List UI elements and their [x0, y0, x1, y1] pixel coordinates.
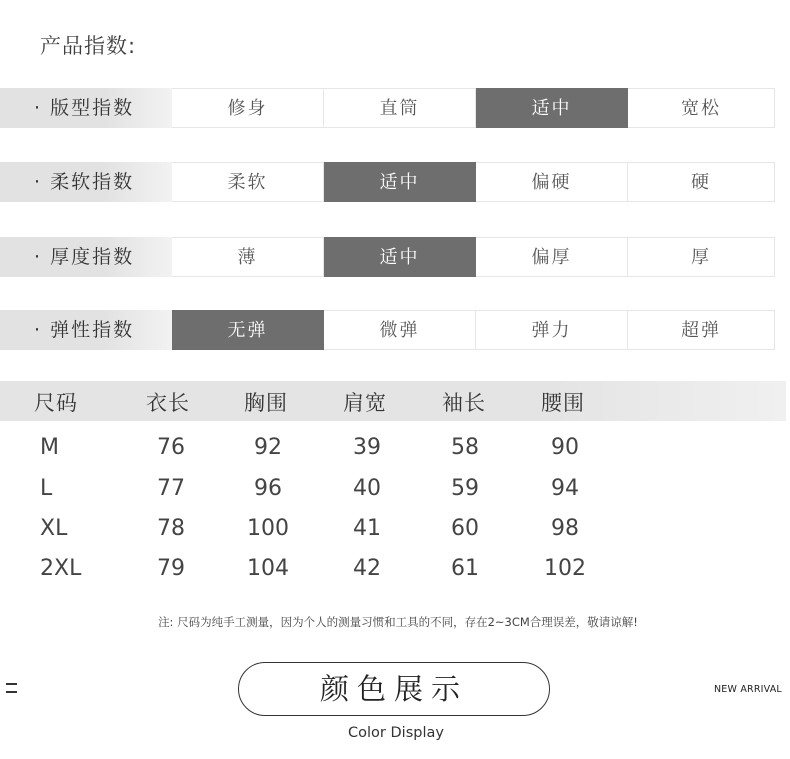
index-label: · 弹性指数	[0, 310, 172, 350]
index-option: 弹力	[476, 310, 628, 350]
new-arrival-text: NEW ARRIVAL	[714, 684, 782, 695]
column-header: 胸围	[244, 391, 288, 415]
index-row-thickness	[0, 237, 775, 277]
table-cell: 59	[451, 476, 479, 501]
table-cell: 41	[353, 516, 381, 541]
column-header: 尺码	[34, 391, 78, 415]
index-option: 硬	[628, 162, 775, 202]
table-cell: XL	[40, 516, 68, 541]
table-cell: 102	[544, 556, 586, 581]
index-label: · 版型指数	[0, 88, 172, 128]
index-option: 偏硬	[476, 162, 628, 202]
measurement-note: 注: 尺码为纯手工测量，因为个人的测量习惯和工具的不同，存在2~3CM合理误差，敬请谅解!	[158, 615, 638, 629]
index-option-selected: 无弹	[172, 310, 324, 350]
table-cell: 96	[254, 476, 282, 501]
table-cell: 98	[551, 516, 579, 541]
index-label: · 厚度指数	[0, 237, 172, 277]
left-mark-icon	[6, 683, 17, 693]
table-row	[0, 556, 786, 596]
table-cell: 79	[157, 556, 185, 581]
table-cell: 78	[157, 516, 185, 541]
table-cell: 104	[247, 556, 289, 581]
index-option: 超弹	[628, 310, 775, 350]
index-row-elasticity	[0, 310, 775, 350]
index-option: 宽松	[628, 88, 775, 128]
table-cell: 90	[551, 435, 579, 460]
table-cell: 58	[451, 435, 479, 460]
table-row	[0, 476, 786, 516]
index-row-softness	[0, 162, 775, 202]
index-option-selected: 适中	[324, 162, 476, 202]
table-cell: M	[40, 435, 59, 460]
table-cell: 94	[551, 476, 579, 501]
index-option: 偏厚	[476, 237, 628, 277]
table-cell: 92	[254, 435, 282, 460]
index-option: 直筒	[324, 88, 476, 128]
table-row	[0, 516, 786, 556]
index-option-selected: 适中	[476, 88, 628, 128]
index-option: 修身	[172, 88, 324, 128]
table-cell: 77	[157, 476, 185, 501]
table-cell: 39	[353, 435, 381, 460]
column-header: 袖长	[442, 391, 486, 415]
size-table-header	[0, 381, 786, 421]
table-row	[0, 435, 786, 475]
table-cell: 100	[247, 516, 289, 541]
table-cell: 2XL	[40, 556, 82, 581]
index-row-fit	[0, 88, 775, 128]
index-option: 薄	[172, 237, 324, 277]
index-label: · 柔软指数	[0, 162, 172, 202]
column-header: 腰围	[541, 391, 585, 415]
index-option: 微弹	[324, 310, 476, 350]
table-cell: 61	[451, 556, 479, 581]
table-cell: L	[40, 476, 53, 501]
table-cell: 60	[451, 516, 479, 541]
index-option: 柔软	[172, 162, 324, 202]
index-option: 厚	[628, 237, 775, 277]
table-cell: 40	[353, 476, 381, 501]
color-display-title: 颜色展示	[238, 662, 550, 716]
column-header: 肩宽	[343, 391, 387, 415]
table-cell: 76	[157, 435, 185, 460]
column-header: 衣长	[146, 391, 190, 415]
index-option-selected: 适中	[324, 237, 476, 277]
product-index-title: 产品指数:	[40, 34, 137, 58]
color-display-subtitle: Color Display	[348, 725, 444, 741]
table-cell: 42	[353, 556, 381, 581]
